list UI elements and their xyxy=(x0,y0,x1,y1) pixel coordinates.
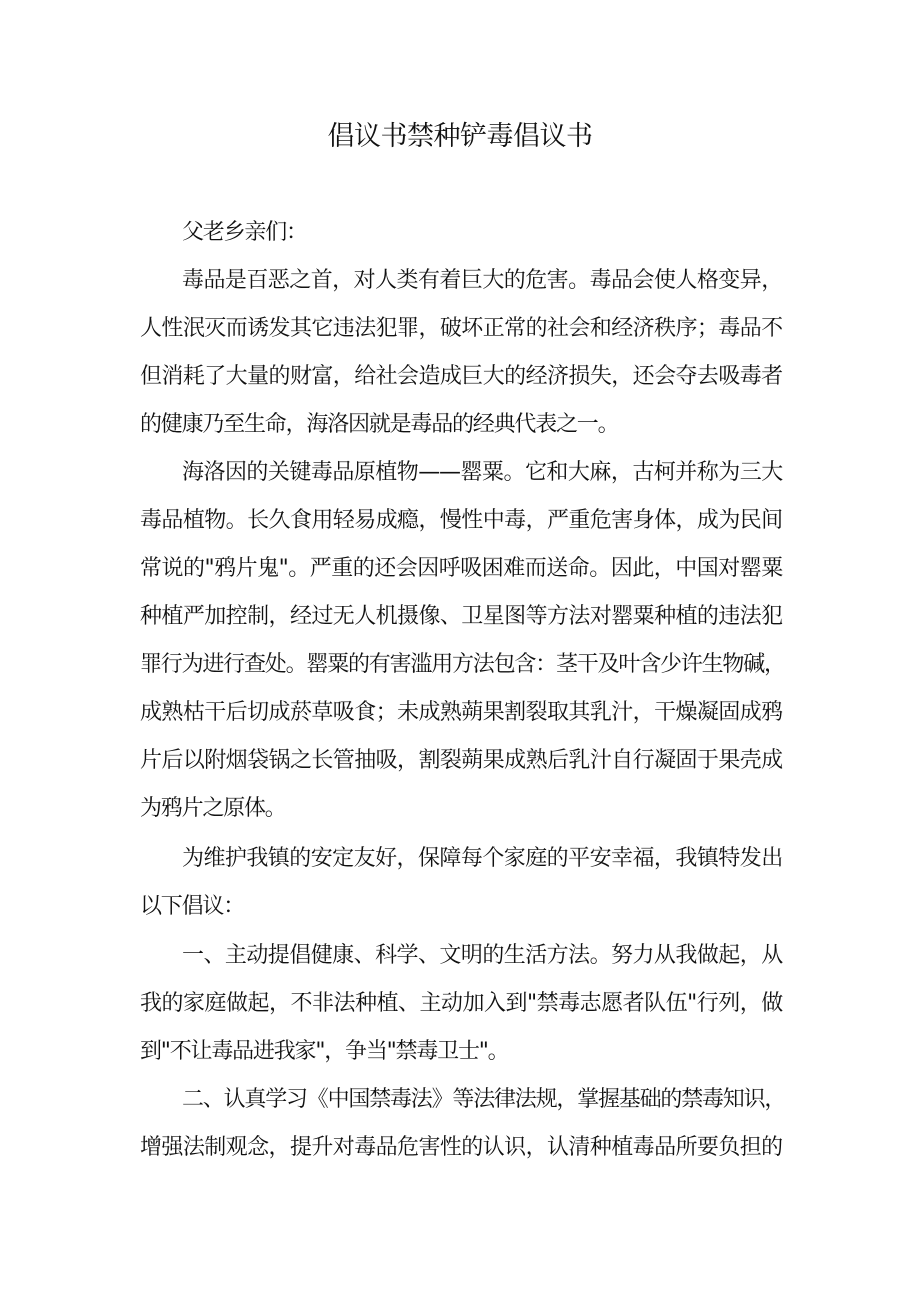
paragraph-line: 罪行为进行查处。罂粟的有害滥用方法包含：茎干及叶含少许生物碱， xyxy=(140,652,785,677)
paragraph-line: 增强法制观念，提升对毒品危害性的认识，认清种植毒品所要负担的 xyxy=(140,1135,782,1160)
paragraph-line: 的健康乃至生命，海洛因就是毒品的经典代表之一。 xyxy=(140,412,619,437)
paragraph-line: 种植严加控制，经过无人机摄像、卫星图等方法对罂粟种植的违法犯 xyxy=(140,604,782,629)
paragraph-line: 到"不让毒品进我家"，争当"禁毒卫士"。 xyxy=(140,1039,509,1064)
paragraph-line: 以下倡议： xyxy=(140,894,245,919)
paragraph-line: 常说的"鸦片鬼"。严重的还会因呼吸困难而送命。因此，中国对罂粟 xyxy=(140,556,782,581)
paragraph-line: 二、认真学习《中国禁毒法》等法律法规，掌握基础的禁毒知识， xyxy=(182,1087,786,1112)
paragraph-line: 为维护我镇的安定友好，保障每个家庭的平安幸福，我镇特发出 xyxy=(182,846,782,871)
paragraph-line: 片后以附烟袋锅之长管抽吸，割裂蒴果成熟后乳汁自行凝固于果壳成 xyxy=(140,748,782,773)
paragraph-line: 毒品是百恶之首，对人类有着巨大的危害。毒品会使人格变异， xyxy=(182,268,782,293)
document-title: 倡议书禁种铲毒倡议书 xyxy=(327,121,593,152)
paragraph-line: 成熟枯干后切成菸草吸食；未成熟蒴果割裂取其乳汁，干燥凝固成鸦 xyxy=(140,700,782,725)
paragraph-line: 海洛因的关键毒品原植物——罂粟。它和大麻，古柯并称为三大 xyxy=(182,460,782,485)
paragraph-line: 我的家庭做起，不非法种植、主动加入到"禁毒志愿者队伍"行列，做 xyxy=(140,991,782,1016)
paragraph-line: 毒品植物。长久食用轻易成瘾，慢性中毒，严重危害身体，成为民间 xyxy=(140,508,782,533)
paragraph-line: 一、主动提倡健康、科学、文明的生活方法。努力从我做起，从 xyxy=(182,943,782,968)
paragraph-line: 但消耗了大量的财富，给社会造成巨大的经济损失，还会夺去吸毒者 xyxy=(140,364,782,389)
salutation: 父老乡亲们： xyxy=(182,220,307,245)
paragraph-line: 人性泯灭而诱发其它违法犯罪，破坏正常的社会和经济秩序；毒品不 xyxy=(140,316,782,341)
paragraph-line: 为鸦片之原体。 xyxy=(140,796,286,821)
